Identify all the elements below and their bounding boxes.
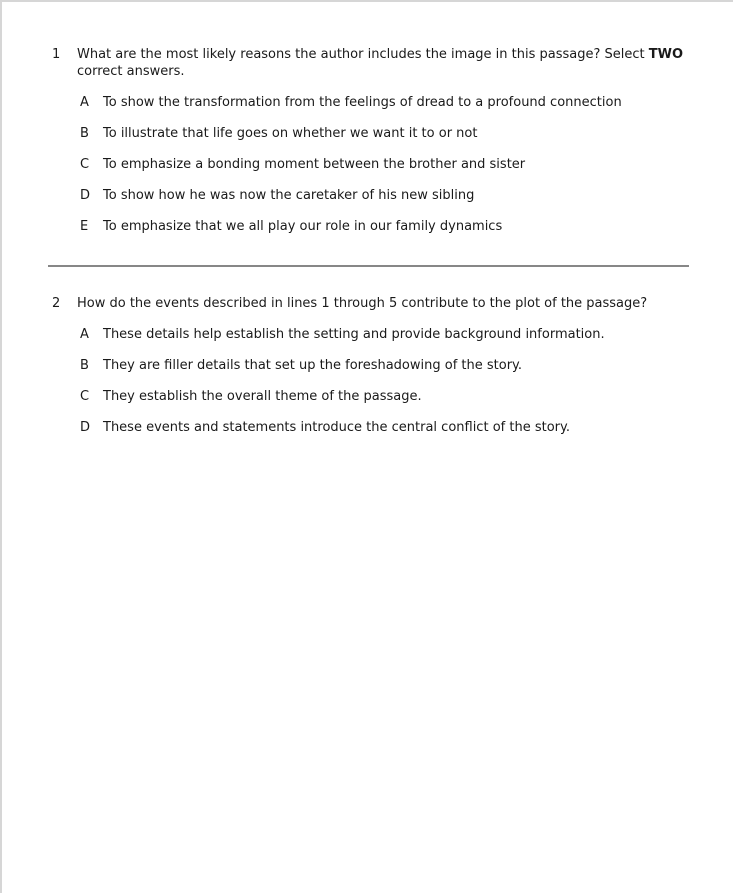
- choice-row-d: [80, 187, 733, 204]
- choice-letter: A: [80, 327, 89, 342]
- prompt-segment-bold: TWO: [648, 47, 684, 62]
- choice-list: [2, 326, 733, 436]
- choice-letter: B: [80, 126, 89, 141]
- question-block-2: [2, 295, 733, 436]
- choice-text: To show how he was now the caretaker of his new sibling: [103, 188, 475, 203]
- choice-row-b: [80, 357, 733, 374]
- choice-letter: B: [80, 358, 89, 373]
- choice-text: To show the transformation from the feelings of dread to a profound connection: [103, 95, 622, 110]
- choice-text: To emphasize that we all play our role in our family dynamics: [103, 219, 503, 234]
- question-2: [2, 295, 733, 312]
- choice-letter: E: [80, 219, 89, 234]
- choice-row-a: [80, 94, 733, 111]
- choice-letter: C: [80, 389, 90, 404]
- choice-row-c: [80, 156, 733, 173]
- choice-text: To emphasize a bonding moment between the brother and sister: [103, 157, 526, 172]
- question-block-1: [2, 46, 733, 235]
- choice-row-d: [80, 419, 733, 436]
- choice-text: They establish the overall theme of the passage.: [103, 389, 422, 404]
- choice-text: They are filler details that set up the foreshadowing of the story.: [103, 358, 523, 373]
- prompt-segment: correct answers.: [77, 64, 185, 79]
- choice-row-c: [80, 388, 733, 405]
- question-prompt: [77, 295, 689, 312]
- prompt-segment: How do the events described in lines 1 through 5 contribute to the plot of the passage?: [77, 296, 648, 311]
- choice-list: [2, 94, 733, 235]
- question-divider: [48, 265, 689, 267]
- choice-row-a: [80, 326, 733, 343]
- choice-text: These details help establish the setting and provide background information.: [103, 327, 605, 342]
- choice-text: To illustrate that life goes on whether we want it to or not: [103, 126, 478, 141]
- choice-letter: A: [80, 95, 89, 110]
- choice-letter: D: [80, 420, 91, 435]
- choice-letter: C: [80, 157, 90, 172]
- question-prompt: [77, 46, 689, 80]
- choice-row-e: [80, 218, 733, 235]
- choice-text: These events and statements introduce the central conflict of the story.: [103, 420, 570, 435]
- question-number: 1: [52, 47, 61, 62]
- question-number: 2: [52, 296, 61, 311]
- choice-row-b: [80, 125, 733, 142]
- choice-letter: D: [80, 188, 91, 203]
- question-1: [2, 46, 733, 80]
- prompt-segment: What are the most likely reasons the author includes the image in this passage? Select: [77, 47, 649, 62]
